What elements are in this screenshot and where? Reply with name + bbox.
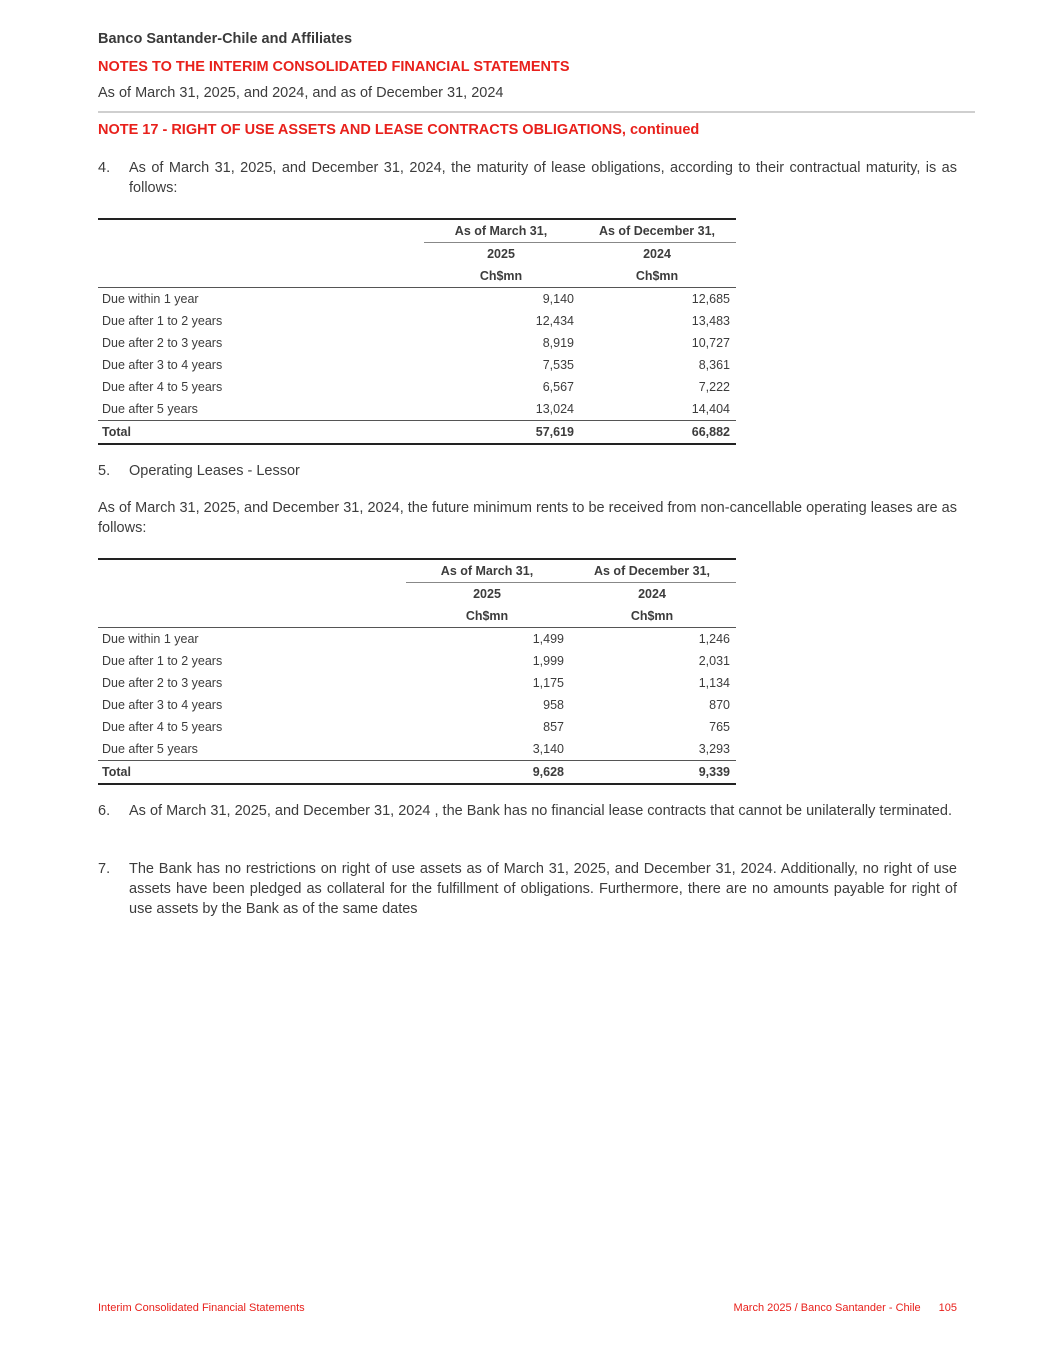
table-row: Due after 5 years 13,024 14,404: [102, 402, 730, 416]
t2-col2-year: 2024: [638, 587, 666, 601]
footer-right: [734, 1302, 957, 1314]
t1-col2-unit: Ch$mn: [580, 265, 736, 288]
t2-col1-unit: Ch$mn: [406, 605, 570, 628]
item-6-number: 6.: [98, 803, 111, 819]
page-number: 105: [938, 1302, 957, 1314]
item-4-text: As of March 31, 2025, and December 31, 2024, the maturity of lease obligations, according to their contractual maturity, is as follows:: [129, 160, 957, 196]
t2-col2-unit: Ch$mn: [570, 605, 736, 628]
table-row: Due after 5 years 3,140 3,293: [102, 742, 730, 756]
table-row: Due after 2 to 3 years 1,175 1,134: [102, 676, 730, 690]
table-row: Due after 3 to 4 years 958 870: [102, 698, 730, 712]
operating-leases-table: [98, 558, 736, 785]
t2-col1-header: As of March 31,: [406, 559, 570, 583]
t1-col1-unit: Ch$mn: [424, 265, 580, 288]
table-row: Due after 4 to 5 years 6,567 7,222: [102, 380, 730, 394]
total-row: Total 9,628 9,339: [98, 761, 736, 785]
t1-col1-header: As of March 31,: [424, 219, 580, 243]
header-divider: [98, 111, 975, 113]
t2-col1-year: 2025: [473, 587, 501, 601]
t1-col1-year: 2025: [487, 247, 515, 261]
item-4: [98, 158, 957, 198]
item-7-text: The Bank has no restrictions on right of use assets as of March 31, 2025, and December 31, 2024. Additionally, no right of use assets have been pledged as collateral for the fulfillment of obligations. Furthermore, there are no amounts payable for right of use assets by the Bank as of the same dates: [129, 861, 957, 917]
item-5: [98, 461, 957, 481]
lease-obligations-table: [98, 218, 736, 445]
table-row: Due after 1 to 2 years 12,434 13,483: [102, 314, 730, 328]
item-7: [98, 859, 957, 919]
table-row: Due after 2 to 3 years 8,919 10,727: [102, 336, 730, 350]
table-row: Due within 1 year 1,499 1,246: [102, 632, 730, 646]
note-title: NOTE 17 - RIGHT OF USE ASSETS AND LEASE CONTRACTS OBLIGATIONS, continued: [98, 122, 700, 138]
company-name: Banco Santander-Chile and Affiliates: [98, 31, 353, 47]
footer-left-text: Interim Consolidated Financial Statements: [98, 1302, 305, 1314]
t2-col2-header: As of December 31,: [570, 559, 736, 583]
item-5-paragraph: As of March 31, 2025, and December 31, 2024, the future minimum rents to be received from non-cancellable operating leases are as follows:: [98, 500, 957, 536]
table-row: Due within 1 year 9,140 12,685: [102, 292, 730, 306]
table-row: Due after 3 to 4 years 7,535 8,361: [102, 358, 730, 372]
item-6-text: As of March 31, 2025, and December 31, 2024 , the Bank has no financial lease contracts that cannot be unilaterally terminated.: [129, 803, 952, 819]
table-row: Due after 1 to 2 years 1,999 2,031: [102, 654, 730, 668]
notes-title: NOTES TO THE INTERIM CONSOLIDATED FINANCIAL STATEMENTS: [98, 59, 570, 75]
item-5-number: 5.: [98, 463, 111, 479]
item-4-number: 4.: [98, 160, 111, 176]
item-6: [98, 801, 957, 821]
item-7-number: 7.: [98, 861, 111, 877]
item-5-text: Operating Leases - Lessor: [129, 463, 300, 479]
footer-right-text: March 2025 / Banco Santander - Chile: [733, 1302, 921, 1314]
table-row: Due after 4 to 5 years 857 765: [102, 720, 730, 734]
as-of-date: As of March 31, 2025, and 2024, and as of December 31, 2024: [98, 85, 504, 101]
total-row: Total 57,619 66,882: [98, 421, 736, 445]
t1-col2-header: As of December 31,: [580, 219, 736, 243]
t1-col2-year: 2024: [643, 247, 671, 261]
